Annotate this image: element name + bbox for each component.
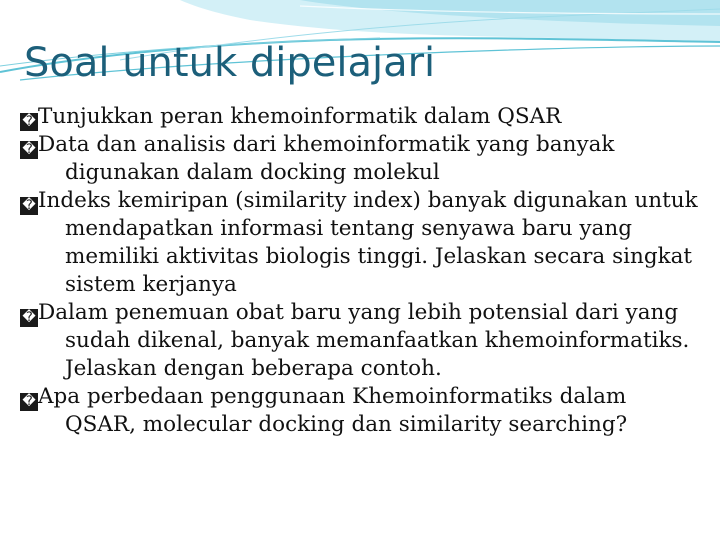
bullet-item [20, 187, 700, 299]
bullet-item [20, 131, 700, 187]
slide-title: Soal untuk dipelajari [24, 40, 436, 86]
bullet-marker-icon: � [20, 393, 38, 411]
bullet-text: Tunjukkan peran khemoinformatik dalam QSAR [38, 104, 562, 129]
bullet-text: Data dan analisis dari khemoinformatik yang banyak digunakan dalam docking molekul [38, 132, 615, 185]
bullet-text: Indeks kemiripan (similarity index) banyak digunakan untuk mendapatkan informasi tentang senyawa baru yang memiliki aktivitas biologis tinggi. Jelaskan secara singkat sistem kerjanya [38, 188, 698, 297]
bullet-text: Dalam penemuan obat baru yang lebih potensial dari yang sudah dikenal, banyak memanfaatkan khemoinformatiks. Jelaskan dengan beberapa contoh. [38, 300, 690, 381]
bullet-item [20, 103, 700, 131]
bullet-marker-icon: � [20, 113, 38, 131]
bullet-marker-icon: � [20, 309, 38, 327]
bullet-text: Apa perbedaan penggunaan Khemoinformatiks dalam QSAR, molecular docking dan similarity searching? [38, 384, 628, 437]
bullet-item [20, 299, 700, 383]
bullet-marker-icon: � [20, 197, 38, 215]
bullet-list [20, 103, 700, 439]
bullet-marker-icon: � [20, 141, 38, 159]
bullet-item [20, 383, 700, 439]
